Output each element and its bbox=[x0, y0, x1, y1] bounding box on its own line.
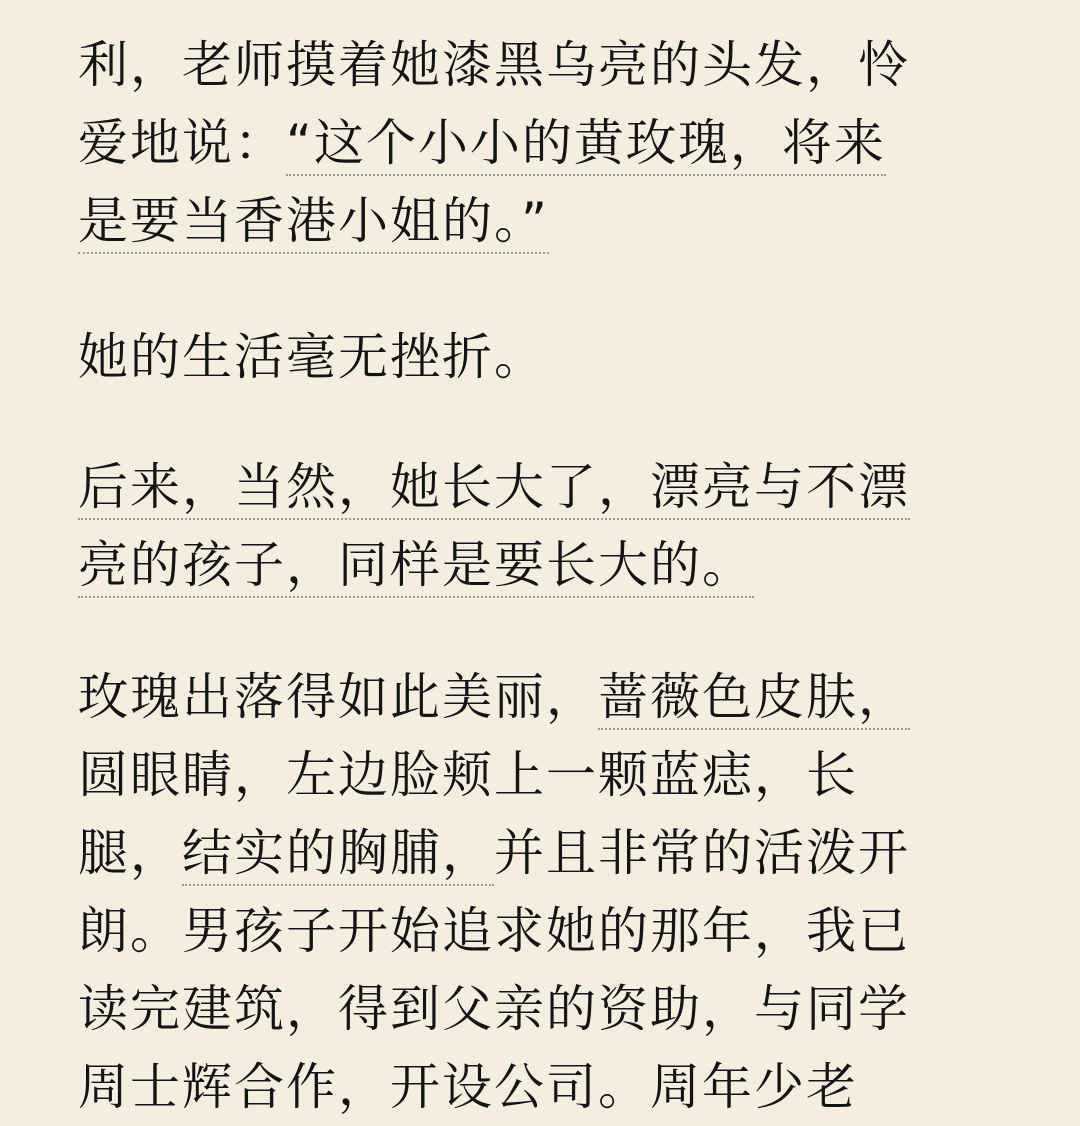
highlighted-text[interactable]: 是要当香港小姐的。” bbox=[78, 192, 549, 254]
paragraph-1 bbox=[78, 26, 998, 260]
highlighted-text[interactable]: “这个小小的黄玫瑰，将来 bbox=[286, 114, 886, 176]
text-line bbox=[78, 970, 998, 1048]
highlighted-text[interactable]: 后来，当然，她长大了，漂亮与不漂 bbox=[78, 458, 910, 520]
text-line bbox=[78, 26, 998, 104]
line-text: 读完建筑，得到父亲的资助，与同学 bbox=[78, 980, 910, 1038]
line-text: 并且非常的活泼开 bbox=[494, 824, 910, 882]
text-line bbox=[78, 1048, 998, 1126]
paragraph-4 bbox=[78, 658, 998, 1126]
text-line bbox=[78, 448, 998, 526]
text-line bbox=[78, 318, 998, 396]
text-line bbox=[78, 892, 998, 970]
line-text: 玫瑰出落得如此美丽， bbox=[78, 668, 598, 726]
highlighted-text[interactable]: 结实的胸脯， bbox=[182, 824, 494, 886]
text-line bbox=[78, 526, 998, 604]
line-text: 腿， bbox=[78, 824, 182, 882]
line-text: 爱地说： bbox=[78, 114, 286, 172]
text-line bbox=[78, 658, 998, 736]
text-line bbox=[78, 104, 998, 182]
line-text: 朗。男孩子开始追求她的那年，我已 bbox=[78, 902, 910, 960]
paragraph-3 bbox=[78, 448, 998, 604]
line-text: 她的生活毫无挫折。 bbox=[78, 328, 546, 386]
paragraph-2 bbox=[78, 318, 998, 396]
text-line bbox=[78, 182, 998, 260]
text-line bbox=[78, 736, 998, 814]
highlighted-text[interactable]: 亮的孩子，同样是要长大的。 bbox=[78, 536, 754, 598]
highlighted-text[interactable]: 蔷薇色皮肤， bbox=[598, 668, 910, 730]
line-text: 利，老师摸着她漆黑乌亮的头发，怜 bbox=[78, 36, 910, 94]
line-text: 圆眼睛，左边脸颊上一颗蓝痣，长 bbox=[78, 746, 858, 804]
line-text: 周士辉合作，开设公司。周年少老 bbox=[78, 1058, 858, 1116]
text-line bbox=[78, 814, 998, 892]
